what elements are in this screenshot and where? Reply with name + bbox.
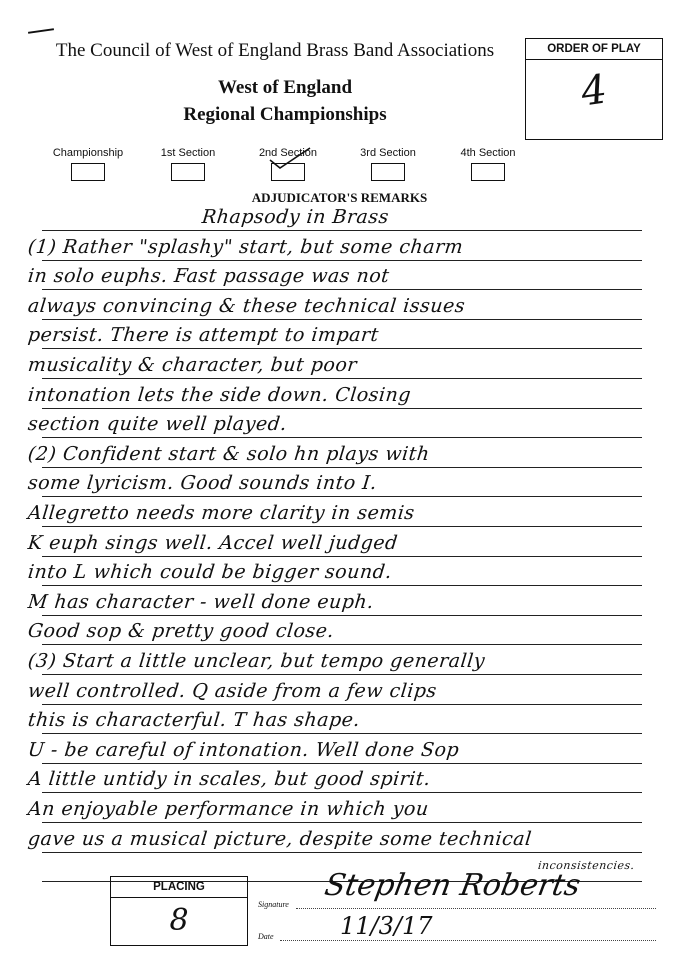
- signature-handwritten: Stephen Roberts: [321, 868, 583, 903]
- remark-line: section quite well played.: [26, 413, 289, 436]
- ruled-line: [42, 467, 642, 468]
- remark-line: well controlled. Q aside from a few clips: [26, 679, 438, 702]
- ruled-line: [42, 348, 642, 349]
- section-label: 4th Section: [460, 147, 516, 159]
- event-title-line-2: Regional Championships: [183, 104, 387, 125]
- signature-label: Signature: [258, 900, 289, 909]
- section-checkbox[interactable]: [371, 163, 405, 181]
- ruled-line: [42, 496, 642, 497]
- section-2nd[interactable]: [240, 147, 336, 181]
- section-championship[interactable]: [40, 147, 136, 181]
- remark-line: musicality & character, but poor: [26, 354, 359, 376]
- remark-line: K euph sings well. Accel well judged: [26, 531, 399, 554]
- section-label: 2nd Section: [258, 147, 318, 159]
- remark-line: An enjoyable performance in which you: [26, 798, 430, 820]
- piece-title-handwritten: Rhapsody in Brass: [200, 206, 391, 228]
- section-selector: [40, 147, 540, 187]
- tick-mark-icon: [266, 144, 316, 174]
- section-label: Championship: [52, 147, 124, 159]
- remark-line: M has character - well done euph.: [26, 590, 375, 613]
- ruled-line: [42, 852, 642, 853]
- section-1st[interactable]: [140, 147, 236, 181]
- remark-line: (1) Rather "splashy" start, but some charm: [26, 235, 465, 258]
- remark-line: (2) Confident start & solo hn plays with: [26, 442, 431, 465]
- ruled-line: [42, 733, 642, 734]
- placing-label: PLACING: [111, 877, 247, 898]
- event-title-line-1: West of England: [217, 77, 353, 98]
- ruled-line: [42, 556, 642, 557]
- remark-line: Allegretto needs more clarity in semis: [26, 502, 416, 524]
- section-label: 1st Section: [160, 147, 216, 159]
- ruled-line: [42, 408, 642, 409]
- remark-line: in solo euphs. Fast passage was not: [26, 265, 391, 288]
- ruled-line: [42, 792, 642, 793]
- date-label: Date: [258, 932, 274, 941]
- ruled-line: [42, 615, 642, 616]
- section-checkbox[interactable]: [471, 163, 505, 181]
- event-title: [90, 74, 480, 128]
- remark-line: Good sop & pretty good close.: [26, 620, 336, 643]
- remark-line: A little untidy in scales, but good spirit.: [26, 768, 432, 791]
- remark-line: some lyricism. Good sounds into I.: [26, 472, 379, 495]
- section-label: 3rd Section: [360, 147, 416, 159]
- remark-line: persist. There is attempt to impart: [26, 324, 380, 347]
- remark-line: (3) Start a little unclear, but tempo generally: [26, 650, 487, 672]
- date-line: [280, 940, 656, 941]
- remark-line: gave us a musical picture, despite some technical: [26, 827, 533, 850]
- section-checkbox[interactable]: [71, 163, 105, 181]
- remark-line: this is characterful. T has shape.: [26, 709, 362, 732]
- order-of-play-label: ORDER OF PLAY: [526, 39, 662, 60]
- placing-box: [110, 876, 248, 946]
- ruled-line: [42, 674, 642, 675]
- ruled-line: [42, 260, 642, 261]
- remark-line-tail: inconsistencies.: [537, 859, 636, 873]
- remark-line: U - be careful of intonation. Well done Sop: [26, 738, 461, 761]
- placing-value: 8: [169, 903, 189, 938]
- remark-line: into L which could be bigger sound.: [26, 561, 394, 584]
- date-handwritten: 11/3/17: [340, 912, 433, 940]
- remarks-title: ADJUDICATOR'S REMARKS: [251, 190, 428, 205]
- remark-line: intonation lets the side down. Closing: [26, 383, 413, 406]
- ruled-line: [42, 230, 642, 231]
- ruled-line: [42, 526, 642, 527]
- signature-line: [296, 908, 656, 909]
- ruled-line: [42, 822, 642, 823]
- organisation-name: The Council of West of England Brass Band Associations: [55, 40, 495, 61]
- ruled-line: [42, 319, 642, 320]
- section-4th[interactable]: [440, 147, 536, 181]
- ruled-line: [42, 644, 642, 645]
- ruled-line: [42, 289, 642, 290]
- ruled-line: [42, 378, 642, 379]
- ruled-line: [42, 437, 642, 438]
- remark-line: always convincing & these technical issues: [26, 294, 467, 317]
- order-of-play-value: 4: [578, 66, 610, 116]
- order-of-play-box: [525, 38, 663, 140]
- corner-pen-mark: [28, 28, 54, 34]
- section-checkbox[interactable]: [171, 163, 205, 181]
- section-3rd[interactable]: [340, 147, 436, 181]
- ruled-line: [42, 704, 642, 705]
- ruled-line: [42, 585, 642, 586]
- ruled-line: [42, 763, 642, 764]
- section-checkbox-checked[interactable]: [271, 163, 305, 181]
